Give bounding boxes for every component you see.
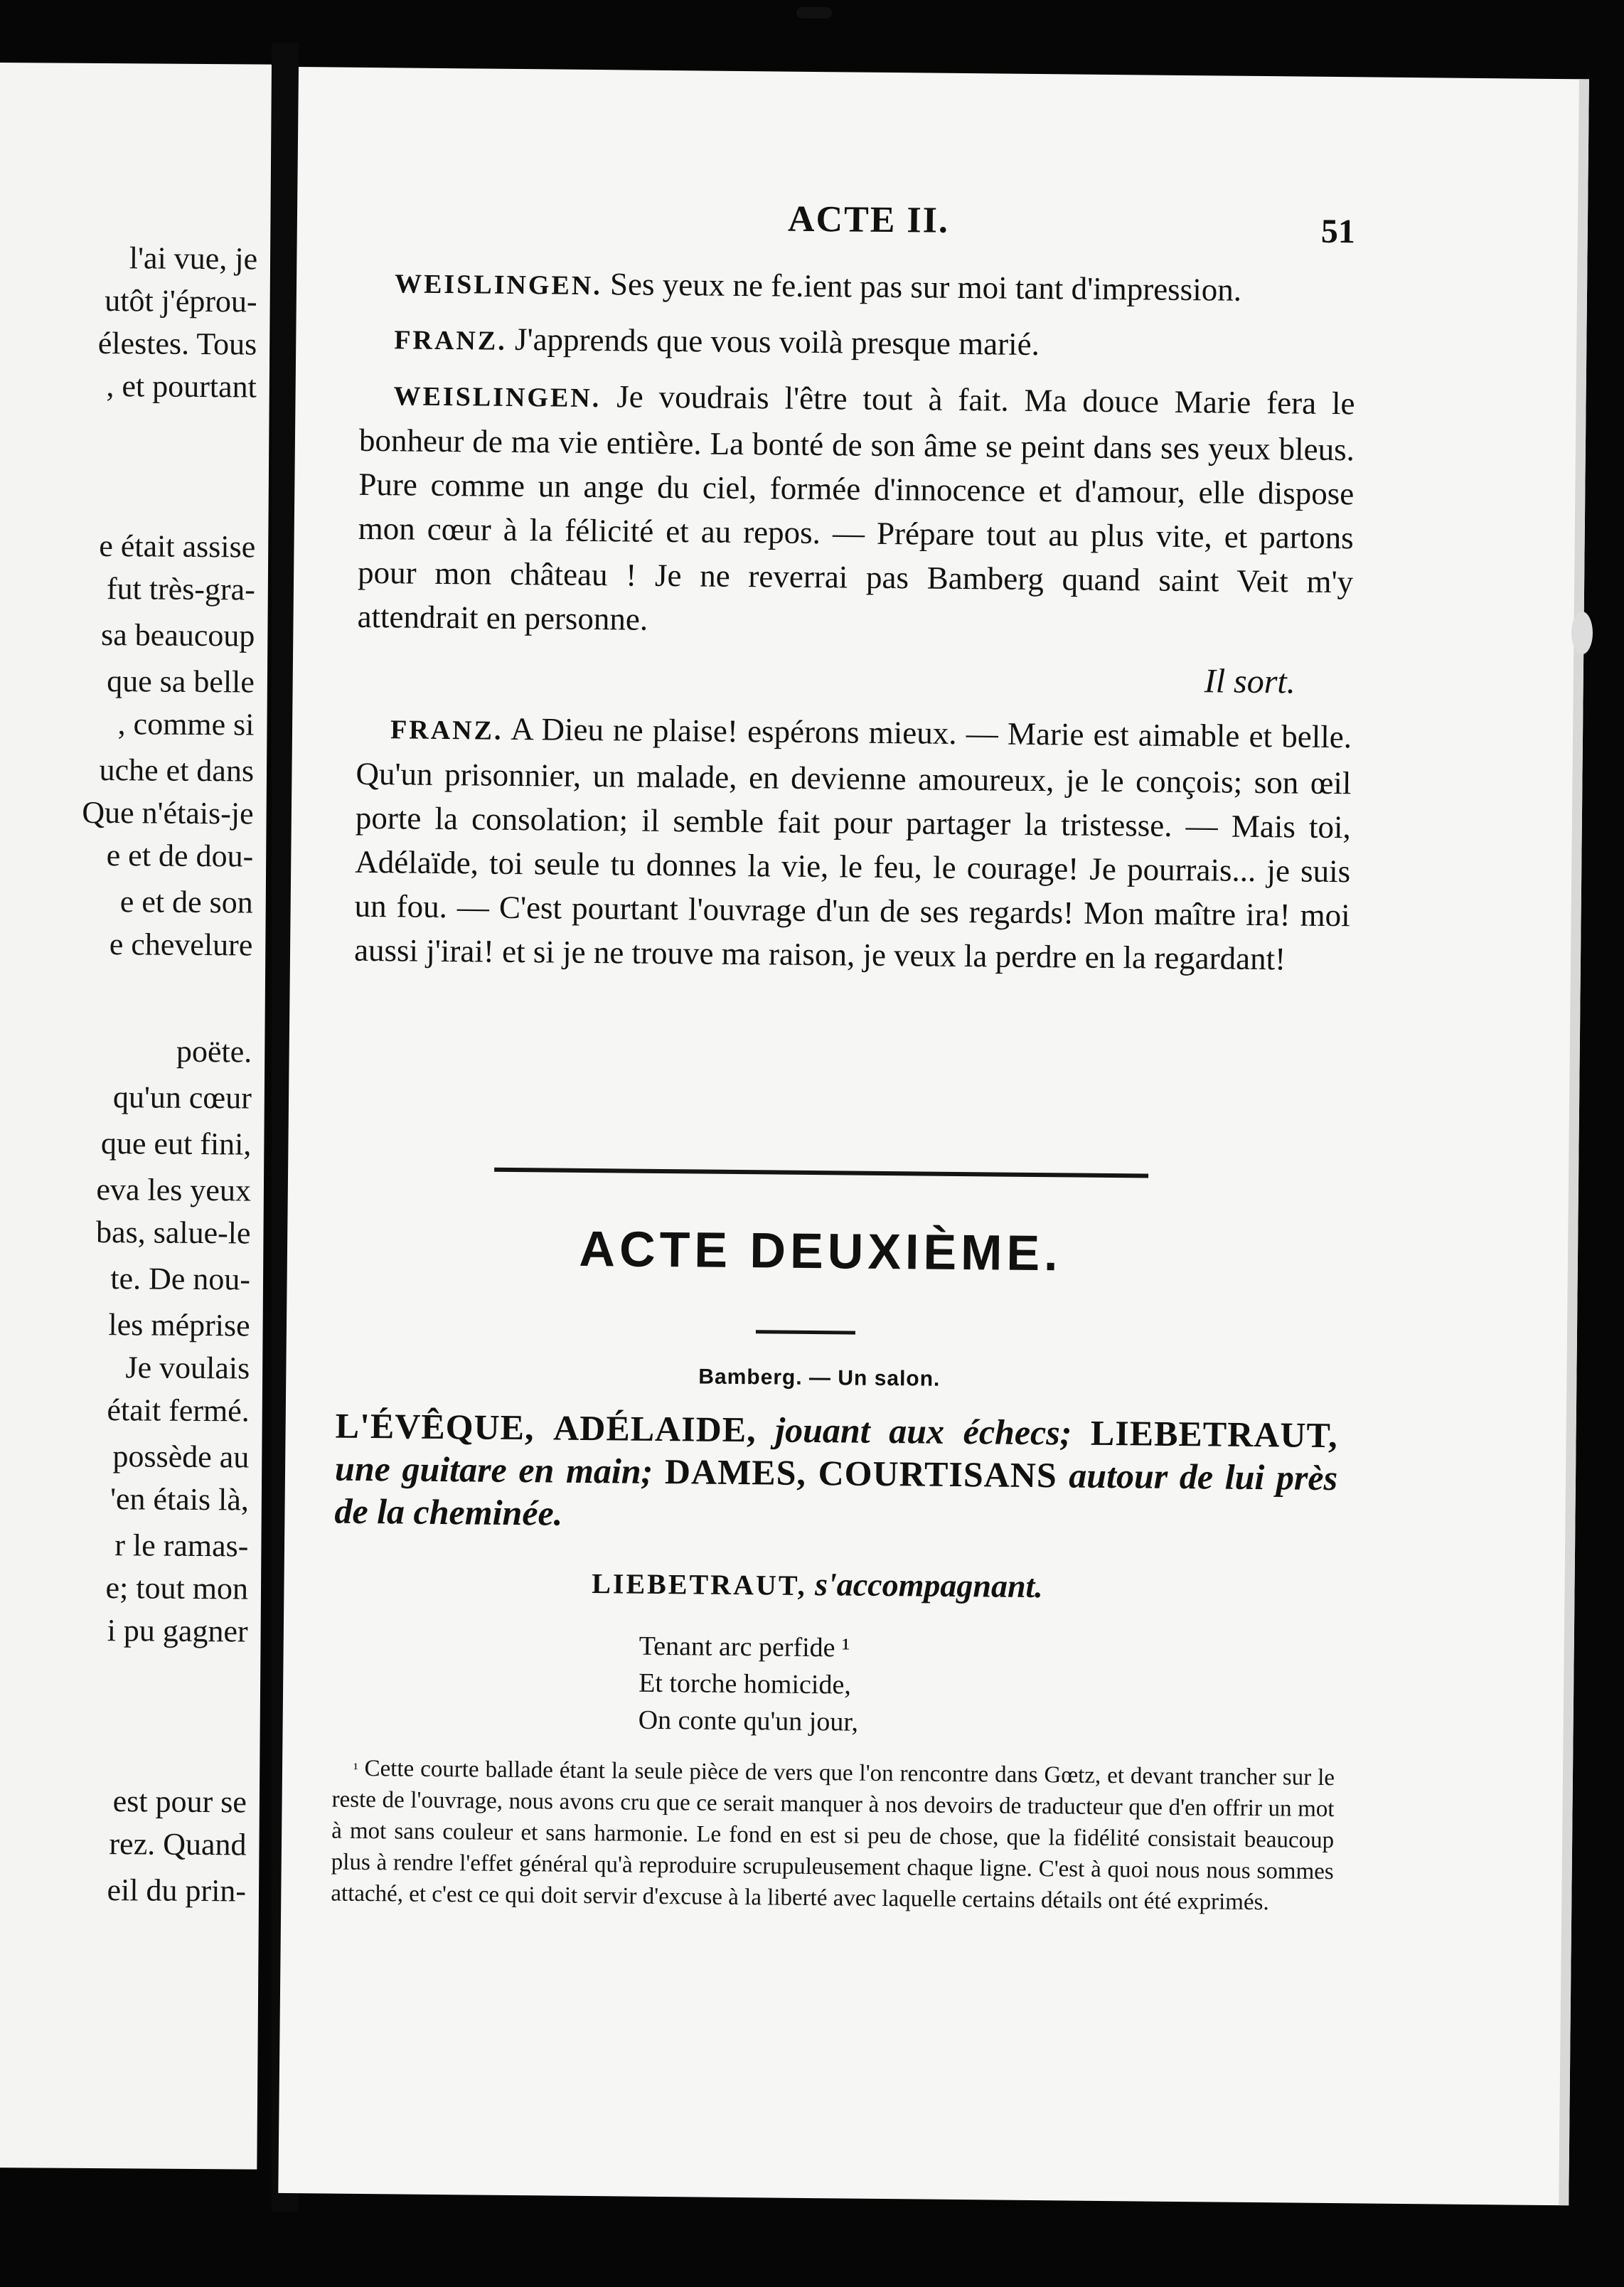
left-page-line: r le ramas-: [114, 1528, 249, 1564]
character-name: LIEBETRAUT,: [1090, 1412, 1338, 1456]
speaker-name: WEISLINGEN.: [394, 269, 602, 302]
footnote-text: [331, 1753, 1335, 1919]
speaker-name: FRANZ.: [390, 715, 503, 746]
song-direction: s'accompagnant.: [814, 1566, 1044, 1605]
footnote: [331, 1753, 1335, 1919]
character-action: jouant aux échecs;: [774, 1409, 1072, 1453]
book-page: [278, 67, 1589, 2205]
left-page-line: que sa belle: [107, 663, 255, 700]
scene-setting: Bamberg. — Un salon.: [698, 1365, 941, 1391]
left-page-line: qu'un cœur: [112, 1079, 252, 1116]
left-page-line: que eut fini,: [100, 1126, 252, 1162]
speaker-name: WEISLINGEN.: [393, 381, 602, 414]
left-page-line: élestes. Tous: [97, 325, 257, 362]
scan-speck: [1571, 612, 1593, 654]
left-page-line: eil du prin-: [107, 1872, 247, 1909]
character-list: [334, 1404, 1338, 1542]
left-page-line: Que n'étais-je: [82, 794, 254, 831]
left-page-line: , comme si: [117, 706, 255, 742]
speaker-name: FRANZ.: [394, 325, 507, 356]
left-page-line: rez. Quand: [109, 1826, 247, 1862]
character-position: autour de lui près de la cheminée.: [334, 1455, 1338, 1533]
running-head: ACTE II.: [787, 198, 950, 241]
left-page-line: utôt j'éprou-: [105, 283, 257, 319]
left-page-line: e et de son: [119, 884, 253, 920]
left-page-line: e et de dou-: [106, 838, 254, 874]
character-name: ADÉLAIDE,: [552, 1407, 757, 1450]
verse-block: [638, 1628, 859, 1741]
character-name: COURTISANS: [818, 1453, 1057, 1496]
song-speaker: [284, 1560, 1350, 1608]
left-page-line: , et pourtant: [106, 368, 257, 405]
dialogue-line: [354, 705, 1352, 981]
dialogue-block: [354, 260, 1357, 991]
scan-speck: [796, 7, 832, 18]
left-page-line: eva les yeux: [96, 1171, 252, 1208]
speech-text: A Dieu ne plaise! espérons mieux. — Marie est aimable et belle. Qu'un prisonnier, un malade, en devienne amoureux, je le conçois; son œil porte la consolation; il semble fait pour partager la tristesse. — Mais toi, Adélaïde, toi seule tu donnes la vie, le feu, le courage! Je pourrais... je suis un fou. — C'est pourtant l'ouvrage d'un de ses regards! Mon maître ira! moi aussi j'irai! et si je ne trouve ma raison, je veux la perdre en la regardant!: [353, 710, 1352, 977]
dialogue-line: [360, 260, 1357, 315]
left-page-line: l'ai vue, je: [129, 240, 258, 277]
character-action: une guitare en main;: [334, 1448, 653, 1491]
act-title: ACTE DEUXIÈME.: [579, 1220, 1062, 1281]
stage-direction: Il sort.: [1204, 662, 1296, 701]
footnote-marker: ¹: [353, 1759, 358, 1777]
footnote-body: Cette courte ballade étant la seule pièce de vers que l'on rencontre dans Gœtz, et devant trancher sur le reste de l'ouvrage, nous avons cru que ce serait manquer à nos devoirs de traducteur que d'en offrir un mot à mot sans couleur et sans harmonie. Le fond en est si peu de chose, que la fidélité consistait beaucoup plus à rendre l'effet général qu'à reproduire scrupuleusement chaque ligne. C'est à quoi nous nous sommes attaché, et c'est ce qui doit servir d'excuse à la liberté avec laquelle certains détails ont été exprimés.: [331, 1756, 1335, 1916]
left-page-line: fut très-gra-: [106, 571, 256, 607]
speech-text: Je voudrais l'être tout à fait. Ma douce Marie fera le bonheur de ma vie entière. La bonté de son âme se peint dans ses yeux bleus. Pure comme un ange du ciel, formée d'innocence et d'amour, elle dispose mon cœur à la félicité et au repos. — Prépare tout au plus vite, et partons pour mon château ! Je ne reverrai pas Bamberg quand saint Veit m'y attendrait en personne.: [357, 378, 1355, 637]
left-page-line: est pour se: [112, 1784, 247, 1820]
dialogue-line: [357, 372, 1355, 648]
left-page-line: e chevelure: [109, 927, 253, 963]
left-page-line: était fermé.: [107, 1392, 250, 1429]
left-page-line: poëte.: [176, 1033, 252, 1070]
dialogue-line: [360, 316, 1356, 371]
character-name: DAMES,: [664, 1451, 807, 1493]
verse-line: Tenant arc perfide ¹: [639, 1631, 850, 1663]
left-page-line: les méprise: [108, 1307, 250, 1343]
speech-text: Ses yeux ne fe.ient pas sur moi tant d'impression.: [609, 266, 1242, 308]
left-page-line: e était assise: [99, 528, 256, 565]
title-rule: [756, 1330, 855, 1334]
left-page-line: possède au: [112, 1439, 250, 1475]
left-page-line: e; tout mon: [105, 1570, 249, 1606]
left-page-fragment: [0, 63, 272, 2170]
verse-line: On conte qu'un jour,: [638, 1705, 859, 1737]
left-page-line: i pu gagner: [107, 1613, 248, 1649]
left-page-line: bas, salue-le: [95, 1214, 251, 1251]
left-page-line: te. De nou-: [110, 1261, 251, 1297]
verse-line: Et torche homicide,: [639, 1668, 852, 1700]
left-page-line: 'en étais là,: [109, 1481, 250, 1518]
character-name: L'ÉVÊQUE,: [335, 1405, 535, 1448]
page-number: 51: [1320, 212, 1356, 251]
left-page-line: sa beaucoup: [100, 617, 255, 654]
left-page-line: Je voulais: [125, 1350, 250, 1386]
speech-text: J'apprends que vous voilà presque marié.: [514, 321, 1040, 363]
section-divider: [494, 1168, 1148, 1178]
speaker-name: LIEBETRAUT,: [592, 1567, 807, 1601]
left-page-line: uche et dans: [99, 752, 255, 789]
page-edge: [1559, 79, 1589, 2205]
